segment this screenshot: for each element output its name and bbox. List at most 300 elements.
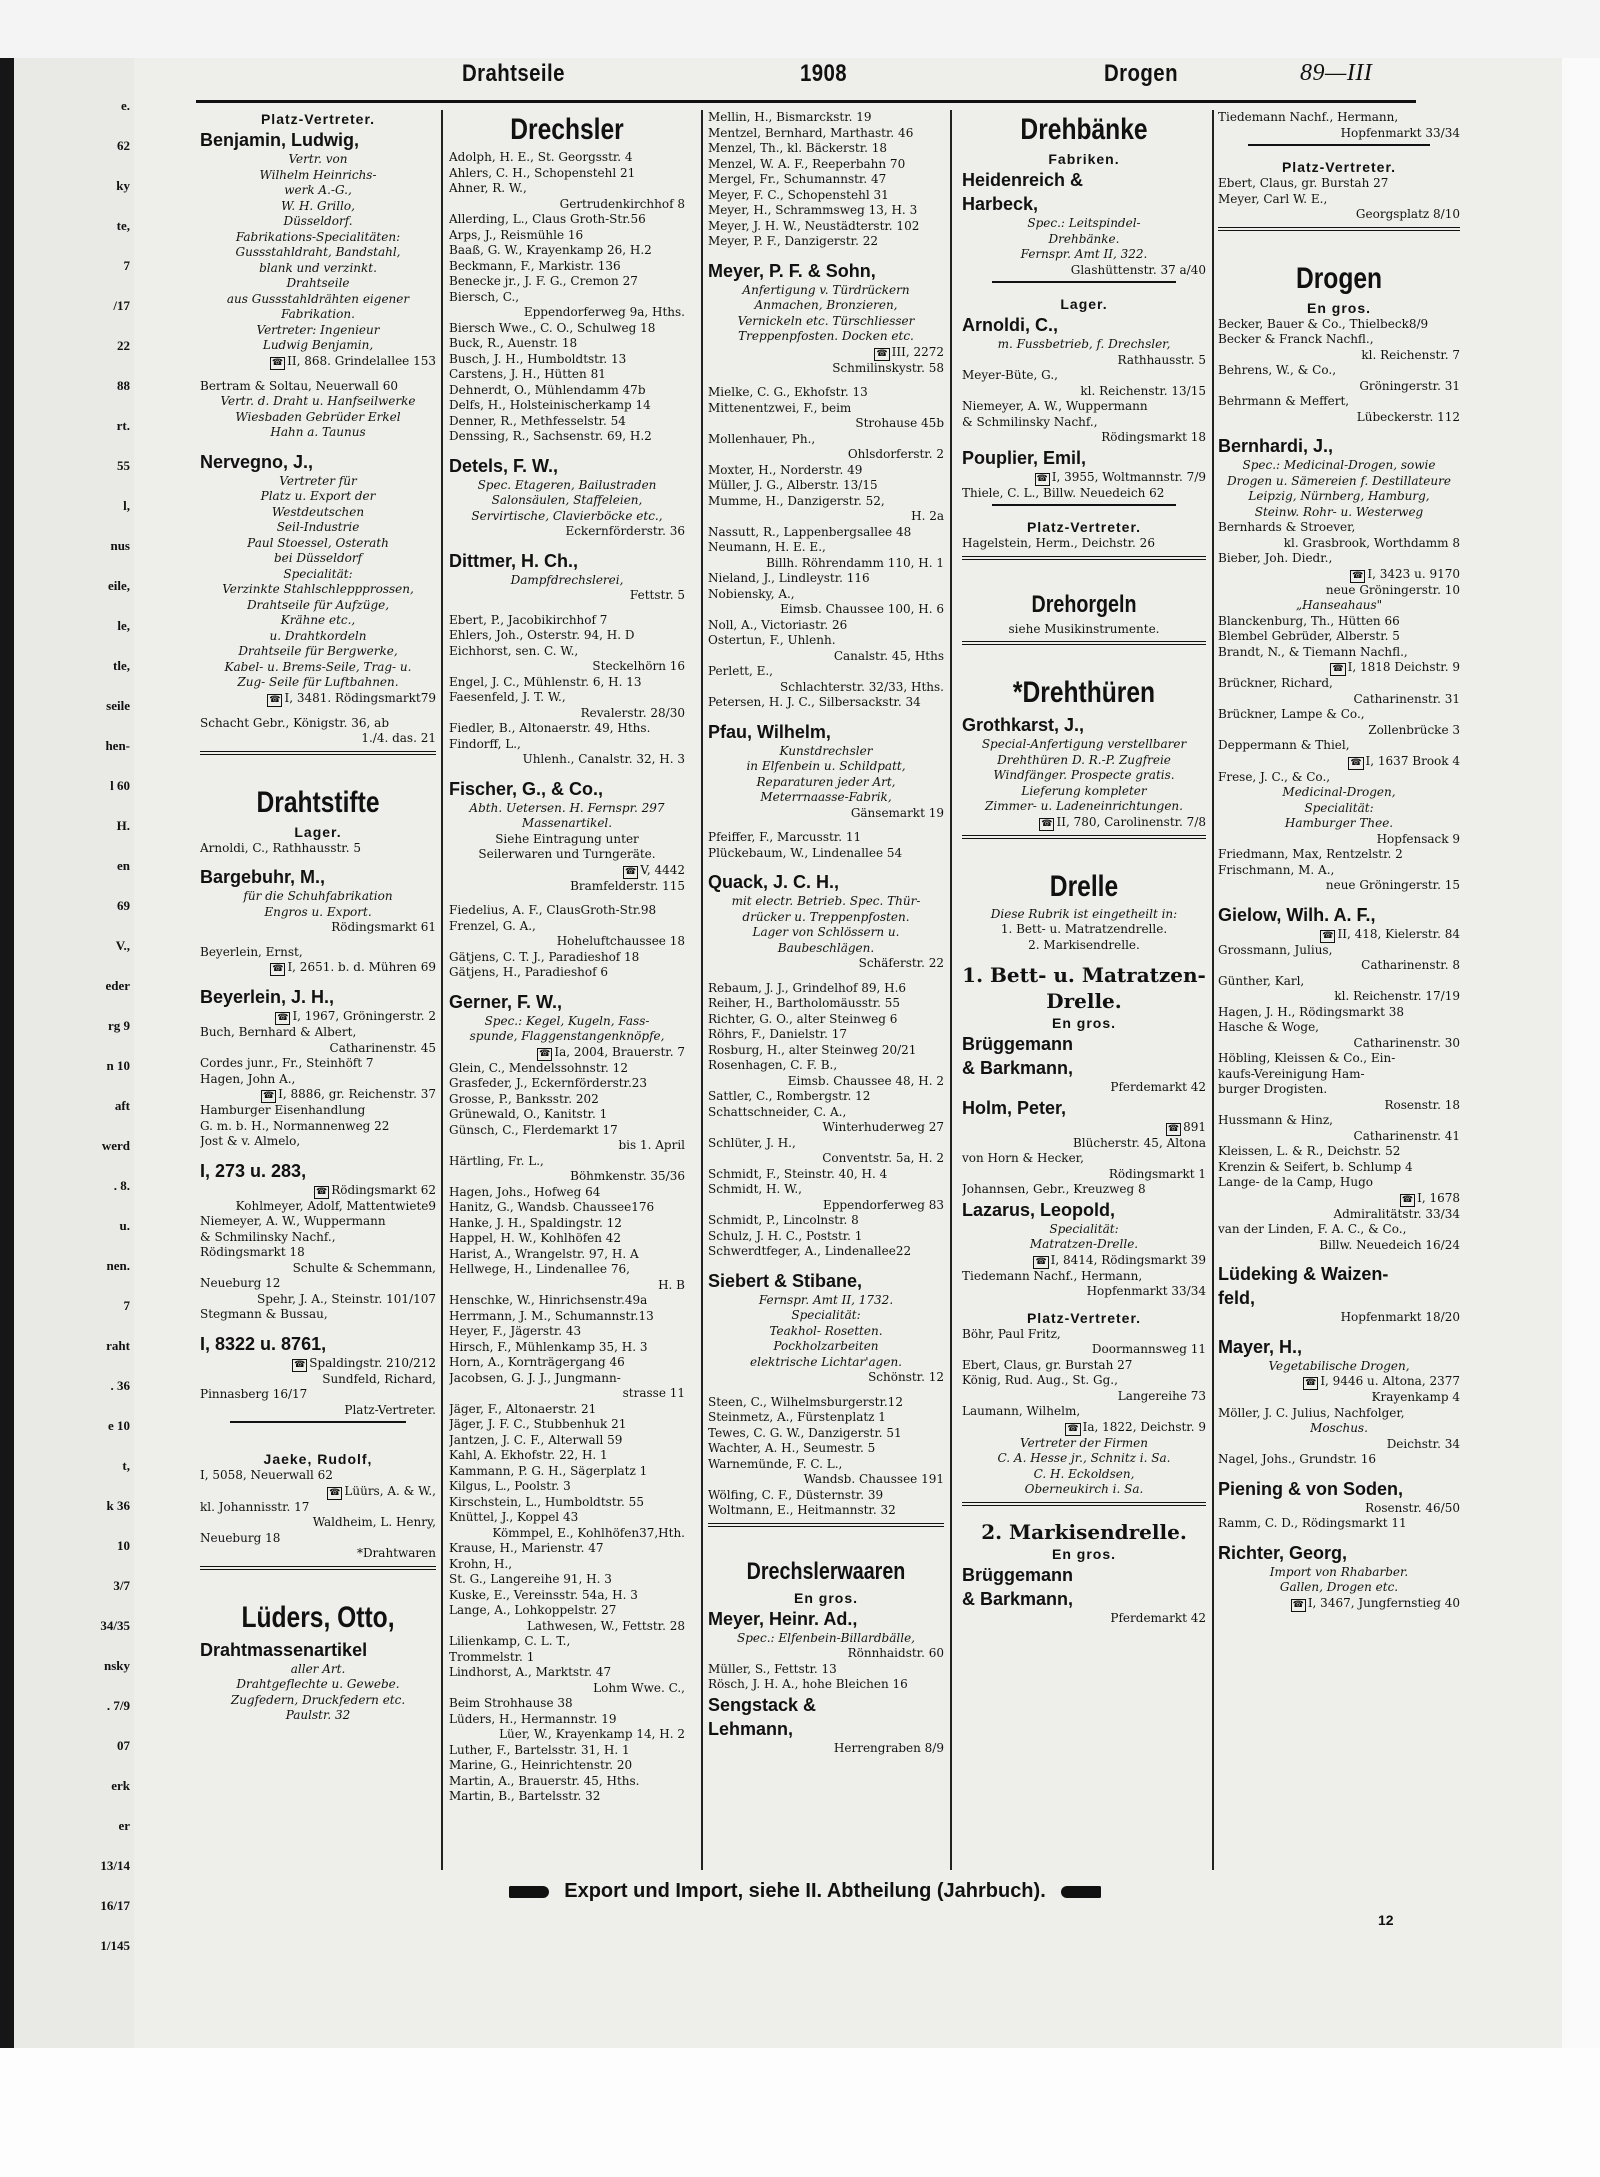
phone-text: I, 9446 u. Altona, 2377 [1320,1374,1460,1388]
phone-text: II, 868. Grindelallee 153 [287,353,436,368]
margin-fragment: k 36 [106,1498,130,1513]
entry-line: Arnoldi, C., Rathhausstr. 5 [200,840,361,855]
entry-line: Rödingsmarkt 1 [1108,1166,1206,1181]
telephone-icon: ☎ [1350,757,1362,768]
entry-line: Winterhuderweg 27 [822,1120,944,1134]
section-heading: Drehbänke [1020,113,1148,146]
phone-text: 891 [1183,1119,1206,1134]
entry-line: Spec.: Medicinal-Drogen, sowie [1242,458,1436,472]
entry-line: Rosenstr. 18 [1384,1097,1460,1112]
firm-name: Sengstack & [708,1694,817,1715]
spacer [449,768,685,777]
firm-name: & Barkmann, [962,1588,1074,1609]
entry-line: Spec.: Kegel, Kugeln, Fass- [484,1013,650,1028]
entry-line: Kunstdrechsler [779,743,873,758]
entry-line: Friedmann, Max, Rentzelstr. 2 [1218,847,1403,861]
spacer [449,894,685,903]
separator-rule [962,641,1206,645]
entry-line: Windfänger. Prospecte gratis. [993,768,1175,782]
firm-name: Nervegno, J., [200,451,314,472]
firm-name: Gerner, F. W., [449,991,563,1012]
entry-line: Behrens, W., & Co., [1218,363,1337,377]
subsection-heading: 1. Bett- u. Matratzen- [962,963,1206,987]
entry-line: Rosburg, H., alter Steinweg 20/21 [708,1042,917,1057]
entry-line: Härtling, Fr. L., [449,1153,544,1168]
entry-line: Wilhelm Heinrichs- [259,167,377,182]
entry-line: kl. Grasbrook, Worthdamm 8 [1283,535,1460,550]
telephone-icon: ☎ [269,694,281,705]
entry-line: Mergel, Fr., Schumannstr. 47 [708,172,887,186]
entry-line: Canalstr. 45, Hths [833,648,944,663]
entry-line: Müller, S., Fettstr. 13 [708,1661,837,1676]
entry-line: Schäferstr. 22 [858,956,944,970]
separator-rule [200,751,436,755]
entry-line: Vegetabilische Drogen, [1268,1358,1410,1373]
entry-line: Kohlmeyer, Adolf, Mattentwiete9 [235,1198,436,1213]
entry-line: Lohm Wwe. C., [593,1680,685,1695]
margin-fragment: tle, [113,658,130,673]
margin-fragment: l, [123,498,130,513]
entry-line: Hopfenmarkt 33/34 [1340,125,1460,140]
entry-line: Becker, Bauer & Co., Thielbeck8/9 [1218,316,1429,331]
section-heading: Drechslerwaaren [746,1557,906,1585]
telephone-icon: ☎ [294,1359,306,1370]
firm-name: Lehmann, [708,1718,794,1739]
entry-line: Luther, F., Bartelsstr. 31, H. 1 [449,1742,630,1757]
margin-fragment: le, [117,618,130,633]
firm-name: Quack, J. C. H., [708,872,840,892]
entry-line: Neumann, H. E. E., [708,540,826,554]
entry-line: Zug- Seile für Luftbahnen. [237,675,399,689]
entry-line: Bramfelderstr. 115 [570,878,685,893]
phone-text: I, 1637 Brook 4 [1365,753,1460,768]
telephone-icon: ☎ [1292,1599,1304,1610]
section-heading: *Drehthüren [1012,676,1156,709]
entry-line: Mentzel, Bernhard, Marthastr. 46 [708,125,914,140]
telephone-icon: ☎ [272,964,284,974]
entry-line: Conventstr. 5a, H. 2 [822,1151,944,1165]
entry-line: Fernspr. Amt II, 322. [1020,247,1148,261]
entry-line: Bernhards & Stroever, [1218,520,1356,534]
firm-name: & Barkmann, [962,1058,1074,1078]
spacer [449,981,685,990]
entry-line: Tewes, C. G. W., Danzigerstr. 51 [708,1425,902,1440]
entry-line: Krohn, H., [449,1556,513,1571]
margin-fragment: te, [116,218,130,233]
entry-line: Steen, C., Wilhelmsburgerstr.12 [708,1394,903,1409]
margin-fragment: 7 [123,258,130,273]
column-4 [962,110,1206,1870]
subsection-heading: En gros. [793,1589,858,1606]
entry-line: bis 1. April [618,1138,685,1152]
phone-text: I, 1967, Gröningerstr. 2 [292,1009,436,1023]
entry-line: Schulz, J. H. C., Poststr. 1 [708,1228,863,1243]
entry-line: Fabrikation. [281,307,355,321]
entry-line: Eckernförderstr. 36 [565,524,685,538]
margin-fragment: /17 [113,298,130,313]
entry-line: Cordes junr., Fr., Steinhöft 7 [200,1056,374,1070]
entry-line: Brückner, Lampe & Co., [1218,707,1365,721]
spacer [962,509,1206,518]
header-year: 1908 [800,60,848,87]
entry-line: Admiralitätstr. 33/34 [1333,1206,1460,1221]
entry-line: Pfeiffer, F., Marcusstr. 11 [708,830,862,844]
entry-line: kl. Reichenstr. 13/15 [1080,383,1206,398]
firm-name: Grothkarst, J., [962,715,1085,735]
entry-line: Fettstr. 5 [629,588,685,602]
entry-line: Servirtische, Clavierböcke etc., [471,508,663,523]
telephone-icon: ☎ [876,348,888,359]
entry-line: Thiele, C. L., Billw. Neuedeich 62 [962,485,1165,500]
entry-line: Fiedler, B., Altonaerstr. 49, Hths. [449,721,651,735]
margin-fragment: 16/17 [100,1898,130,1913]
column-divider [950,110,952,1870]
entry-line: Kabel- u. Brems-Seile, Trag- u. [224,659,412,674]
entry-line: Niemeyer, A. W., Wuppermann [200,1214,386,1228]
entry-line: Rösch, J. H. A., hohe Bleichen 16 [708,1677,908,1691]
entry-line: neue Gröningerstr. 15 [1325,878,1460,892]
entry-line: Woltmann, E., Heitmannstr. 32 [708,1503,896,1517]
spacer [449,604,685,613]
entry-line: Salonsäulen, Staffeleien, [491,493,643,507]
entry-line: Meyer, J. H. W., Neustädterstr. 102 [708,218,920,233]
entry-line: Reparaturen jeder Art, [756,774,896,789]
firm-name: Fischer, G., & Co., [449,778,604,799]
entry-line: Jost & v. Almelo, [200,1134,301,1148]
entry-line: Henschke, W., Hinrichsenstr.49a [449,1293,648,1307]
entry-line: Biersch Wwe., C. O., Schulweg 18 [449,320,656,335]
entry-line: Noll, A., Victoriastr. 26 [708,617,848,632]
entry-line: Deichstr. 34 [1386,1436,1460,1451]
entry-line: Lange, A., Lohkoppelstr. 27 [449,1603,617,1617]
entry-line: Hopfensack 9 [1376,831,1460,846]
subsection-heading: En gros. [1051,1545,1116,1562]
entry-line: Spehr, J. A., Steinstr. 101/107 [257,1291,436,1306]
firm-name: Drahtmassenartikel [200,1639,368,1660]
entry-line: Steinw. Rohr- u. Westerweg [1254,504,1424,519]
entry-line: Delfs, H., Holsteinischerkamp 14 [449,398,651,412]
margin-fragment: t, [122,1458,130,1473]
subsection-heading: Platz-Vertreter. [1026,1309,1142,1326]
separator-rule [1218,227,1460,231]
entry-line: Hanke, J. H., Spaldingstr. 12 [449,1215,622,1230]
entry-line: Ramm, C. D., Rödingsmarkt 11 [1218,1516,1407,1530]
telephone-icon: ☎ [1067,1423,1079,1434]
entry-line: Grünewald, O., Kanitstr. 1 [449,1107,608,1121]
header-rule [196,100,1416,103]
entry-line: Dehnerdt, O., Mühlendamm 47b [449,382,646,397]
firm-name: Heidenreich & [962,170,1084,190]
phone-text: I, 8414, Rödingsmarkt 39 [1050,1252,1206,1267]
entry-line: Abth. Uetersen. H. Fernspr. 297 [469,800,665,815]
firm-name: Richter, Georg, [1218,1542,1348,1563]
entry-line: Mittenentzwei, F., beim [708,400,852,415]
entry-line: Drahtgeflechte u. Gewebe. [236,1677,400,1691]
firm-name: Brüggemann [962,1034,1074,1054]
entry-line: Kirschstein, L., Humboldtstr. 55 [449,1494,644,1509]
subsection-heading: 2. Markisendrelle. [981,1519,1187,1544]
entry-line: Billh. Röhrendamm 110, H. 1 [766,555,944,570]
entry-line: elektrische Lichtar'agen. [750,1354,902,1369]
separator-rule [992,281,1176,283]
entry-line: spunde, Flaggenstangenknöpfe, [469,1029,665,1043]
telephone-icon: ☎ [271,357,284,368]
entry-line: Denner, R., Methfesselstr. 54 [449,413,626,428]
entry-line: Meyer, P. F., Danzigerstr. 22 [708,234,878,248]
entry-line: Hamburger Eisenhandlung [200,1103,366,1117]
entry-line: Matratzen-Drelle. [1029,1237,1139,1251]
column-3 [708,110,944,1870]
firm-name: Siebert & Stibane, [708,1270,863,1291]
entry-line: strasse 11 [622,1386,685,1400]
entry-line: van der Linden, F. A. C., & Co., [1218,1222,1407,1236]
entry-line: Specialität: [1304,800,1374,815]
margin-fragment: . 36 [110,1378,130,1393]
phone-text: Ia, 2004, Brauerstr. 7 [554,1044,685,1059]
entry-line: Mollenhauer, Ph., [708,431,816,446]
phone-line [1218,754,1460,770]
firm-name: Beyerlein, J. H., [200,987,335,1007]
entry-line: Menzel, W. A. F., Reeperbahn 70 [708,156,906,171]
entry-line: Schwerdtfeger, A., Lindenallee22 [708,1244,912,1258]
entry-line: Sattler, C., Rombergstr. 12 [708,1089,871,1103]
section-heading: Lüders, Otto, [241,1600,395,1634]
phone-line [200,1356,436,1372]
entry-line: Carstens, J. H., Hütten 81 [449,367,606,381]
entry-line: Mumme, H., Danzigerstr. 52, [708,493,885,508]
entry-line: Schattschneider, C. A., [708,1104,847,1119]
subsection-heading: Platz-Vertreter. [260,111,376,127]
spacer [962,649,1206,673]
entry-line: Vertr. von [288,152,348,166]
entry-line: Rosenstr. 46/50 [1365,1500,1460,1515]
spacer [708,972,944,981]
entry-line: Böhr, Paul Fritz, [962,1326,1061,1341]
entry-line: Platz-Vertreter. [344,1402,436,1417]
section-heading: Drogen [1295,261,1383,295]
entry-line: Lüders, H., Hermannstr. 19 [449,1711,617,1726]
entry-line: Spec. Etageren, Bailustraden [477,477,657,492]
telephone-icon: ☎ [539,1048,551,1059]
entry-line: Moxter, H., Norderstr. 49 [708,462,863,477]
entry-line: m. Fussbetrieb, f. Drechsler, [997,337,1171,351]
telephone-icon: ☎ [1035,1256,1047,1267]
margin-fragment: eder [105,978,130,993]
entry-line: Hagen, John A., [200,1071,296,1086]
entry-line: Baaß, G. W., Krayenkamp 26, H.2 [449,243,652,257]
phone-text: I, 3481. Rödingsmarkt79 [284,690,436,705]
entry-line: Krause, H., Marienstr. 47 [449,1541,604,1555]
entry-line: Glein, C., Mendelssohnstr. 12 [449,1060,628,1075]
spacer [1218,1326,1460,1335]
section-heading: Drehorgeln [1031,590,1137,618]
firm-name: Dittmer, H. Ch., [449,550,579,571]
entry-line: Schacht Gebr., Königstr. 36, ab [200,715,390,730]
entry-line: Beckmann, F., Markistr. 136 [449,258,621,273]
phone-text: I, 3955, Woltmannstr. 7/9 [1051,469,1206,484]
entry-line: Ohlsdorferstr. 2 [847,447,944,461]
entry-line: Krenzin & Seifert, b. Schlump 4 [1218,1159,1413,1174]
margin-fragment: H. [116,818,130,833]
entry-line: Spec.: Leitspindel- [1027,216,1141,230]
entry-line: Martin, A., Brauerstr. 45, Hths. [449,1773,640,1788]
entry-line: Anmachen, Bronzieren, [754,298,898,312]
telephone-icon: ☎ [1332,664,1344,674]
entry-line: Mellin, H., Bismarckstr. 19 [708,110,872,124]
firm-name: feld, [1218,1288,1256,1308]
phone-line [200,691,436,707]
telephone-icon: ☎ [1401,1194,1414,1205]
telephone-icon: ☎ [262,1091,275,1101]
entry-line: Doormannsweg 11 [1091,1342,1206,1356]
entry-line: Rödingsmarkt 18 [200,1245,305,1259]
entry-line: Krähne etc., [280,613,356,627]
entry-line: Faesenfeld, J. T. W., [449,690,566,704]
entry-line: Eppendorferweg 9a, Hths. [523,305,685,319]
entry-line: 2. Markisendrelle. [1028,937,1140,952]
entry-line: Rosenhagen, C. F. B., [708,1058,838,1072]
column-5 [1218,110,1460,1870]
entry-line: Zimmer- u. Ladeneinrichtungen. [985,799,1183,813]
pointing-hand-icon [1061,1886,1101,1898]
phone-text: Lüürs, A. & W., [344,1483,436,1498]
entry-line: H. B [658,1277,685,1292]
spacer [449,540,685,549]
entry-line: Reiher, H., Bartholomäusstr. 55 [708,996,901,1010]
entry-line: C. A. Hesse jr., Schnitz i. Sa. [997,1451,1171,1465]
subsection-heading: Drelle. [1046,989,1122,1013]
entry-line: Tiedemann Nachf., Hermann, [962,1268,1143,1283]
separator-rule [992,504,1176,506]
entry-line: Zollenbrücke 3 [1368,722,1460,737]
previous-page-edge [14,58,135,2048]
margin-fragment: 7 [123,1298,130,1313]
firm-name: I, 8322 u. 8761, [200,1333,327,1354]
entry-line: Schulte & Schemmann, [292,1260,436,1275]
entry-line: Herrengraben 8/9 [833,1740,944,1755]
entry-line: Ebert, P., Jacobikirchhof 7 [449,612,608,627]
entry-line: Engel, J. C., Mühlenstr. 6, H. 13 [449,674,642,689]
entry-line: Langereihe 73 [1117,1388,1206,1403]
subsection-heading: En gros. [1051,1015,1116,1031]
entry-line: Hoheluftchaussee 18 [556,934,685,948]
entry-line: Herrmann, J. M., Schumannstr.13 [449,1308,654,1323]
entry-line: Gätjens, C. T. J., Paradieshof 18 [449,949,640,964]
book-spine [0,58,14,2048]
entry-line: Findorff, L., [449,736,521,751]
entry-line: Hahn a. Taunus [270,425,366,439]
entry-line: Kammann, P. G. H., Sägerplatz 1 [449,1463,648,1478]
entry-line: Wiesbaden Gebrüder Erkel [235,409,401,424]
phone-text: III, 2272 [891,344,944,359]
entry-line: Spec.: Elfenbein-Billardbälle, [736,1630,915,1645]
margin-fragment: 62 [117,138,130,153]
telephone-icon: ☎ [1167,1123,1180,1134]
phone-line [200,354,436,370]
spacer [962,1510,1206,1519]
entry-line: Ebert, Claus, gr. Burstah 27 [1218,176,1389,190]
phone-line [200,960,436,976]
margin-fragment: 13/14 [100,1858,130,1873]
entry-line: Massenartikel. [521,816,613,830]
separator-rule [200,1566,436,1570]
phone-line [962,470,1206,486]
entry-line: aus Gussstahldrähten eigener [226,291,410,306]
entry-line: Billw. Neuedeich 16/24 [1319,1237,1460,1252]
scan-top-band [0,0,1600,58]
header-right-keyword: Drogen [1104,60,1178,87]
spacer [708,821,944,830]
entry-line: Niemeyer, A. W., Wuppermann [962,399,1148,413]
entry-line: Harist, A., Wrangelstr. 97, H. A [449,1246,639,1261]
entry-line: Steinmetz, A., Fürstenplatz 1 [708,1410,886,1424]
entry-line: Martin, B., Bartelsstr. 32 [449,1789,601,1803]
entry-line: Meyer, H., Schrammsweg 13, H. 3 [708,203,918,217]
firm-name: Bernhardi, J., [1218,436,1334,456]
phone-line [1218,567,1460,583]
entry-line: Grossmann, Julius, [1218,942,1333,957]
entry-line: Schmidt, H. W., [708,1182,802,1196]
margin-fragment: aft [114,1098,130,1113]
entry-line: Vernickeln etc. Türschliesser [737,313,915,328]
entry-line: Vertreter der Firmen [1020,1435,1148,1450]
entry-line: burger Drogisten. [1218,1082,1328,1096]
footer-text: Export und Import, siehe II. Abtheilung (Jahrbuch). [564,1880,1046,1902]
spacer [708,1386,944,1395]
entry-line: Zugfedern, Druckfedern etc. [230,1692,406,1707]
entry-line: Marine, G., Heinrichtenstr. 20 [449,1758,633,1772]
entry-line: Waldheim, L. Henry, [312,1515,436,1529]
entry-line: Knüttel, J., Koppel 43 [449,1510,579,1524]
phone-text: Spaldingstr. 210/212 [309,1355,436,1370]
entry-line: Biersch, C., [449,289,520,304]
entry-line: Pockholzarbeiten [773,1339,879,1353]
entry-line: Rebaum, J. J., Grindelhof 89, H.6 [708,980,907,995]
entry-line: Eichhorst, sen. C. W., [449,643,579,658]
entry-line: Catharinenstr. 8 [1361,958,1460,972]
phone-text: I, 1818 Deichstr. 9 [1347,660,1460,674]
entry-line: Bieber, Joh. Diedr., [1218,551,1333,565]
subsection-heading: Lager. [1060,296,1108,312]
phone-line [962,1120,1206,1136]
entry-line: Schlachterstr. 32/33, Hths. [780,679,944,694]
phone-line [1218,660,1460,676]
entry-line: Jacobsen, G. J. J., Jungmann- [449,1370,621,1385]
entry-line: Treppenpfosten. Docken etc. [738,329,914,343]
entry-line: Leipzig, Nürnberg, Hamburg, [1248,489,1430,503]
column-divider [701,110,703,1870]
firm-name: Meyer, Heinr. Ad., [708,1608,858,1629]
entry-line: Steckelhörn 16 [592,659,685,673]
entry-line: Meyer-Büte, G., [962,368,1058,382]
phone-text: I, 3467, Jungfernstieg 40 [1307,1595,1460,1610]
entry-line: Perlett, E., [708,664,773,678]
column-2 [449,110,685,1870]
entry-line: Lilienkamp, C. L. T., [449,1634,571,1648]
separator-rule [1248,144,1430,146]
spacer [962,843,1206,867]
entry-line: Grasfeder, J., Eckernförderstr.23 [449,1076,648,1090]
telephone-icon: ☎ [625,866,637,877]
spacer [200,1323,436,1332]
spacer [200,1150,436,1159]
phone-text: Ia, 1822, Deichstr. 9 [1082,1419,1206,1434]
entry-line: Rönnhaidstr. 60 [847,1646,944,1660]
entry-line: Uhlenh., Canalstr. 32, H. 3 [522,752,685,766]
entry-line: Warnemünde, F. C. L., [708,1456,843,1471]
entry-line: Pferdemarkt 42 [1110,1610,1206,1625]
spacer [200,976,436,985]
